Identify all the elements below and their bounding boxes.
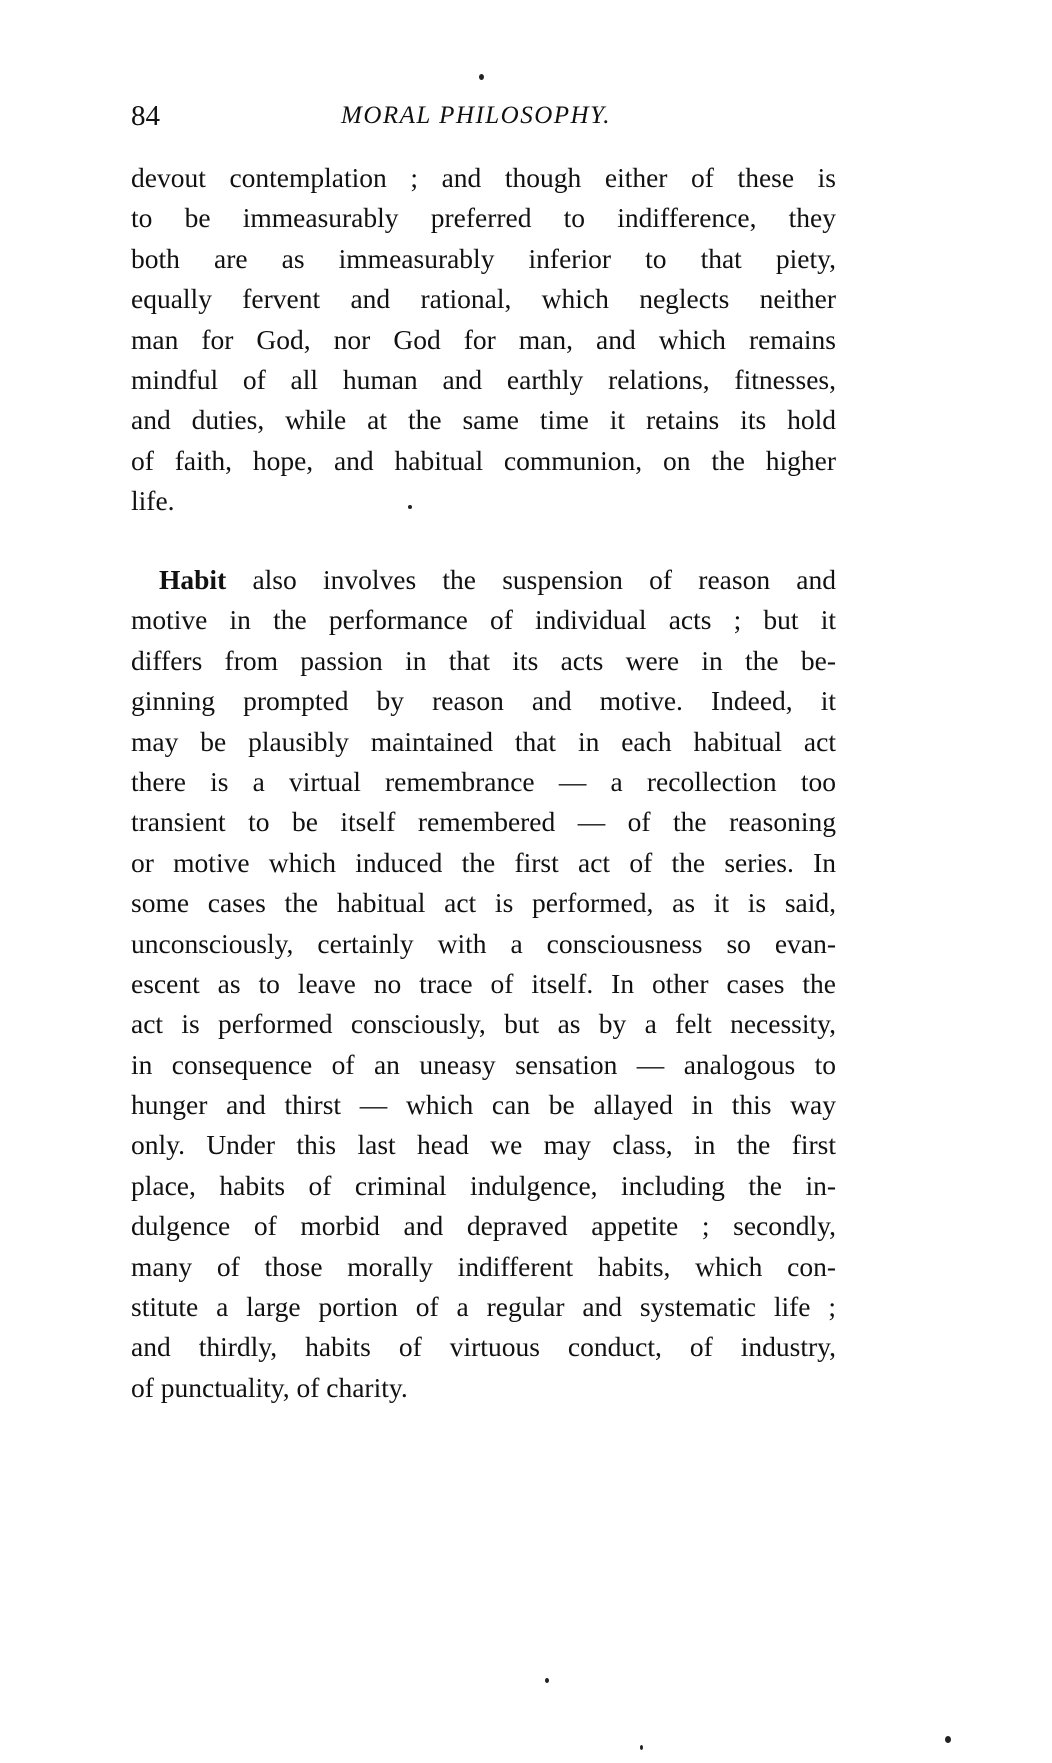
text-line: place, habits of criminal indulgence, including the in-: [131, 1169, 836, 1201]
text-line: act is performed consciously, but as by a felt necessity,: [131, 1008, 836, 1040]
text-line: may be plausibly maintained that in each habitual act: [131, 725, 836, 757]
first-line-rest: also involves the suspension of reason and: [226, 564, 836, 595]
text-line: unconsciously, certainly with a consciousness so evan-: [131, 927, 836, 959]
paragraph-1: [131, 158, 836, 522]
text-line: transient to be itself remembered — of the reasoning: [131, 806, 836, 838]
lead-word: Habit: [159, 564, 227, 595]
page-number: 84: [131, 100, 160, 132]
scan-speck: [640, 1745, 643, 1750]
scan-speck: [945, 1736, 951, 1743]
text-line: mindful of all human and earthly relations, fitnesses,: [131, 363, 836, 395]
text-line: only. Under this last head we may class, in the first: [131, 1129, 836, 1161]
text-line: [131, 560, 836, 600]
text-line: some cases the habitual act is performed, as it is said,: [131, 887, 836, 919]
text-line: in consequence of an uneasy sensation — analogous to: [131, 1048, 836, 1080]
paragraph-2: [131, 560, 836, 1408]
scan-speck: [545, 1678, 549, 1683]
text-line: of punctuality, of charity.: [131, 1371, 408, 1403]
text-line: many of those morally indifferent habits, which con-: [131, 1250, 836, 1282]
text-line: differs from passion in that its acts were in the be-: [131, 644, 836, 676]
text-line: and thirdly, habits of virtuous conduct, of industry,: [131, 1331, 836, 1363]
text-line: or motive which induced the first act of the series. In: [131, 846, 836, 878]
text-line: man for God, nor God for man, and which remains: [131, 323, 836, 355]
running-head: MORAL PHILOSOPHY.: [341, 102, 611, 129]
text-line: and duties, while at the same time it retains its hold: [131, 404, 836, 436]
text-line: there is a virtual remembrance — a recollection too: [131, 765, 836, 797]
text-line: of faith, hope, and habitual communion, on the higher: [131, 444, 836, 476]
scan-speck: [408, 505, 412, 509]
scan-speck: [479, 74, 484, 80]
text-line: stitute a large portion of a regular and systematic life ;: [131, 1291, 836, 1323]
text-line: dulgence of morbid and depraved appetite ; secondly,: [131, 1210, 836, 1242]
page-header: [131, 100, 836, 140]
text-line: motive in the performance of individual acts ; but it: [131, 604, 836, 636]
text-line: life.: [131, 485, 175, 517]
text-line: escent as to leave no trace of itself. In other cases the: [131, 967, 836, 999]
text-line: ginning prompted by reason and motive. Indeed, it: [131, 685, 836, 717]
text-line: hunger and thirst — which can be allayed in this way: [131, 1089, 836, 1121]
text-line: to be immeasurably preferred to indifference, they: [131, 202, 836, 234]
text-line: equally fervent and rational, which neglects neither: [131, 283, 836, 315]
text-line: devout contemplation ; and though either of these is: [131, 162, 836, 193]
text-line: both are as immeasurably inferior to that piety,: [131, 242, 836, 274]
